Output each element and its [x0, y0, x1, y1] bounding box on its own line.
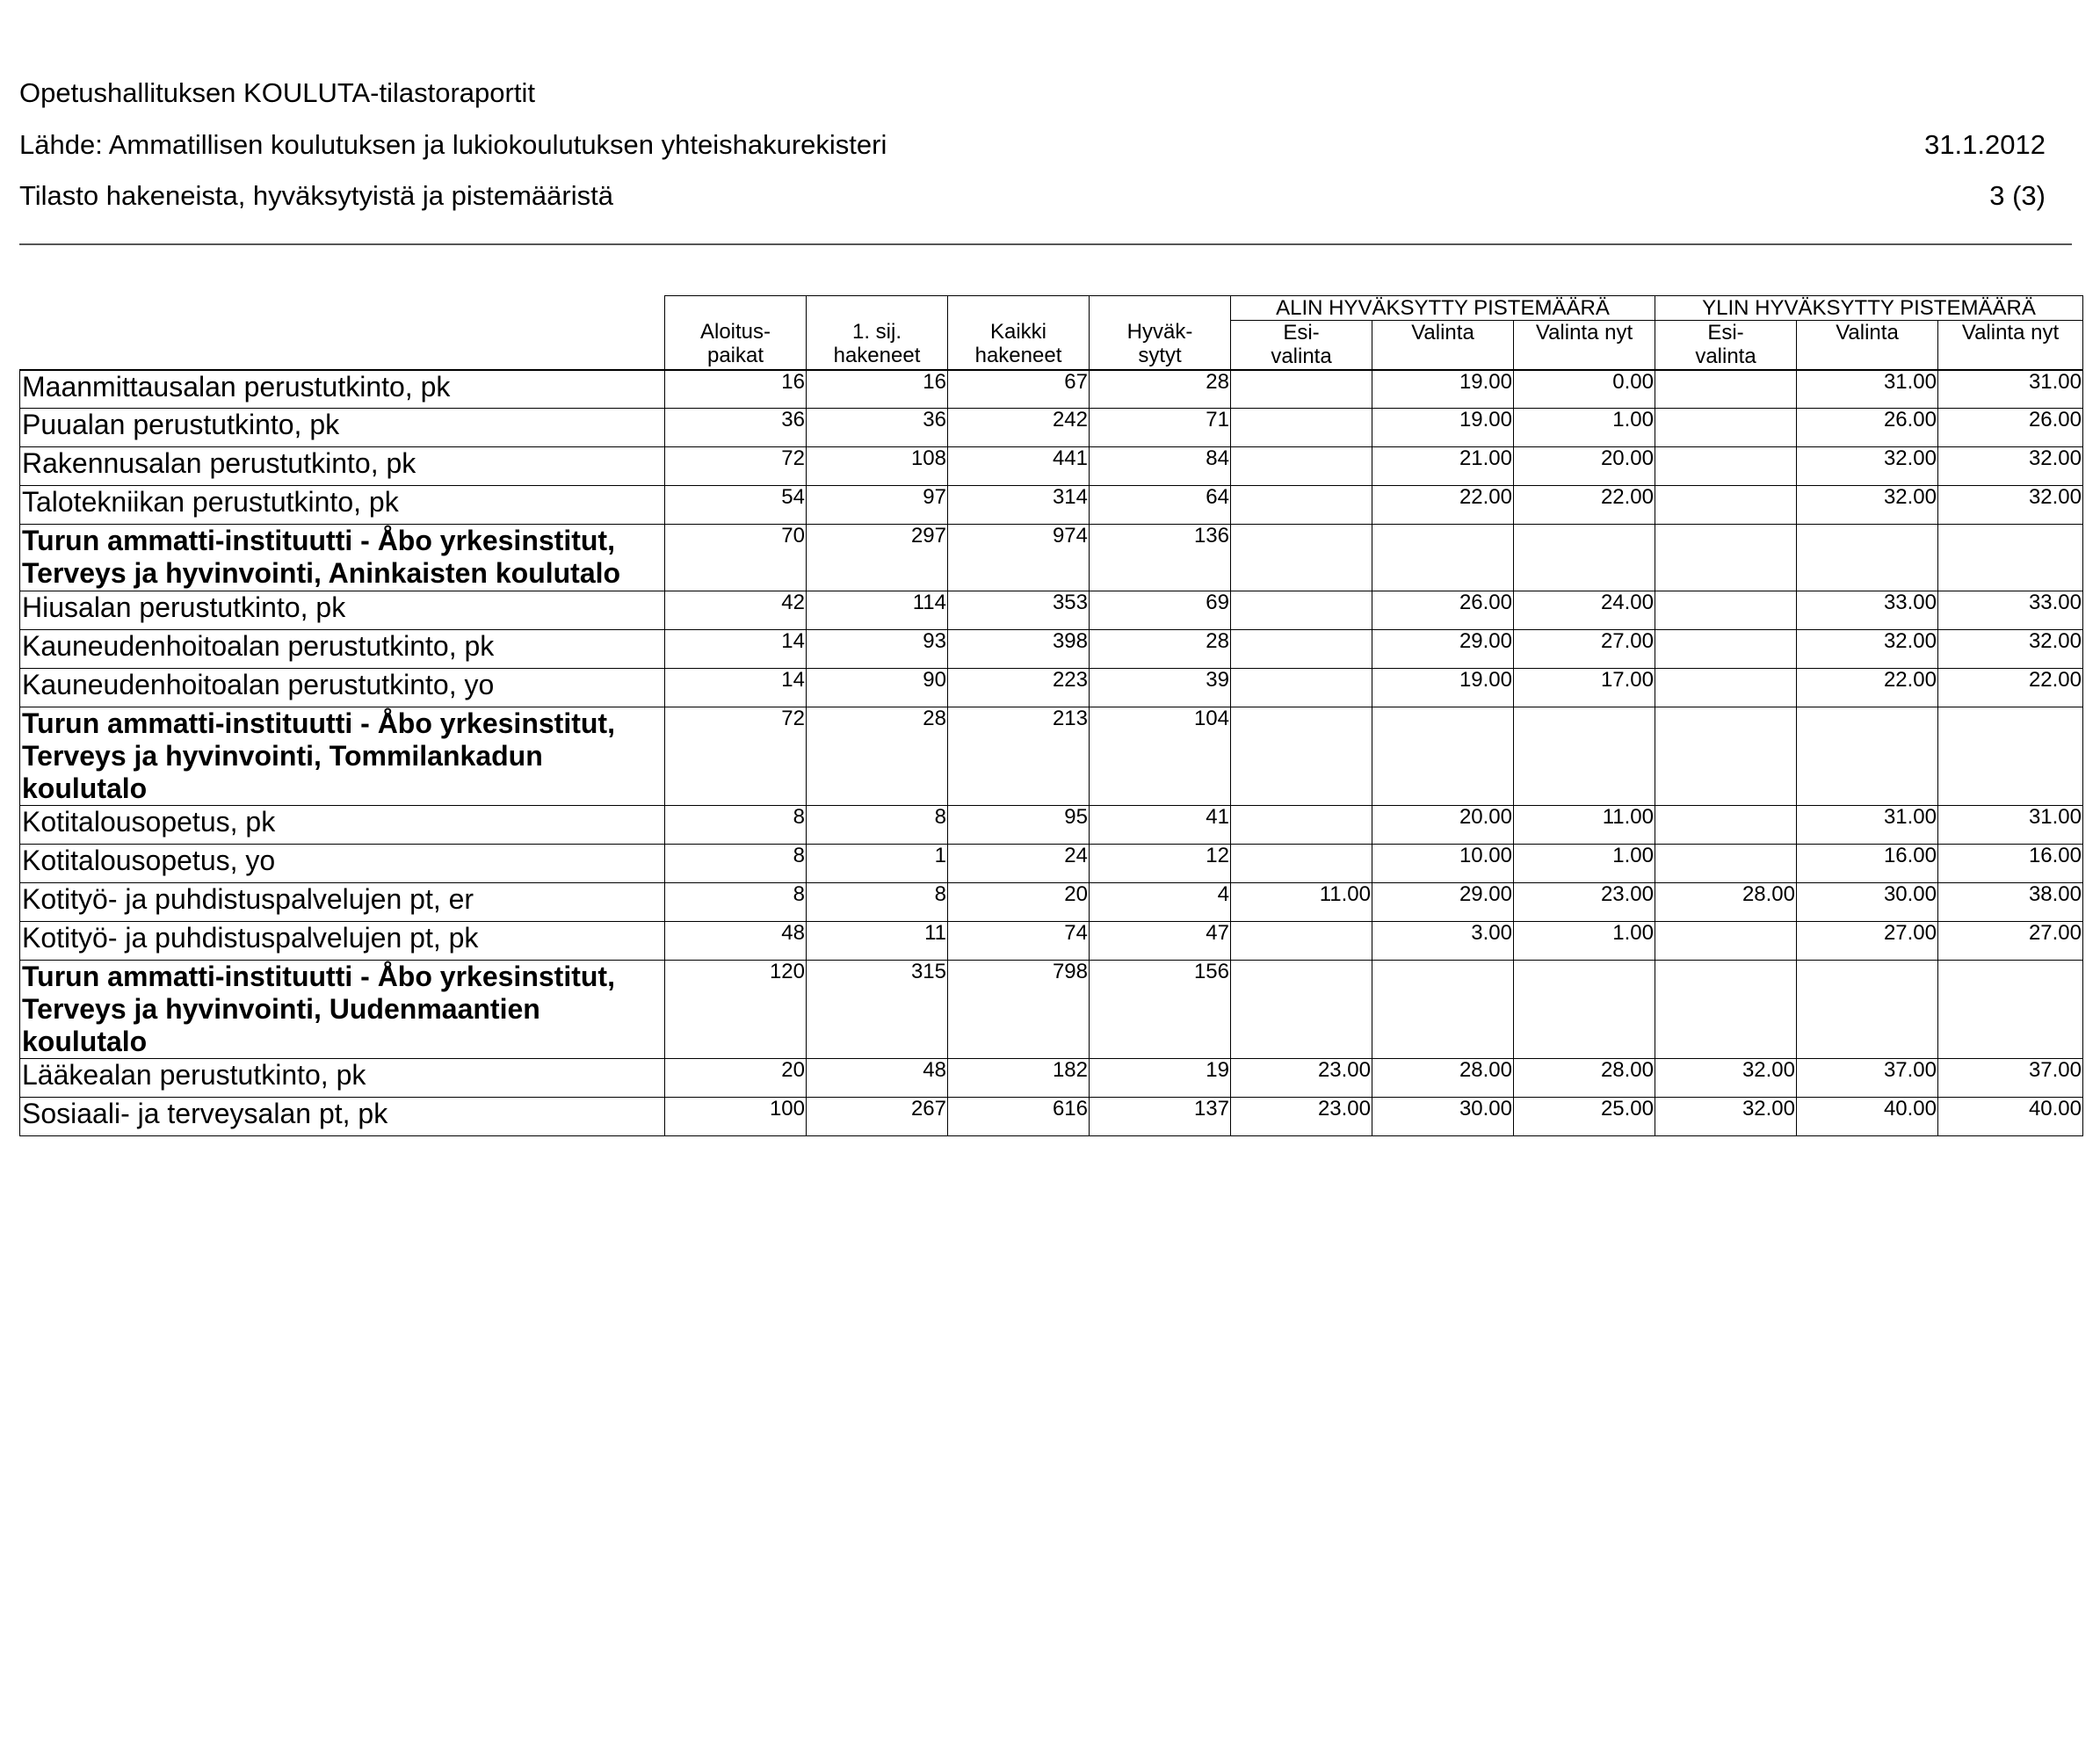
cell-alin-valinta: 29.00 [1372, 883, 1514, 922]
cell-alin-valinta-nyt [1514, 525, 1655, 591]
cell-kaikki-hakeneet: 798 [948, 961, 1090, 1059]
cell-ylin-valinta-nyt: 38.00 [1938, 883, 2083, 922]
cell-alin-valinta: 29.00 [1372, 630, 1514, 669]
cell-ylin-esivalinta: 32.00 [1655, 1059, 1797, 1098]
row-label: Talotekniikan perustutkinto, pk [20, 486, 665, 525]
cell-hyvaksytyt: 84 [1090, 447, 1231, 486]
cell-alin-esivalinta [1231, 707, 1372, 806]
cell-ylin-esivalinta [1655, 922, 1797, 961]
report-subtitle: Tilasto hakeneista, hyväksytyistä ja pistemääristä [19, 180, 613, 211]
page-number: 3 (3) [1989, 180, 2046, 211]
cell-alin-valinta [1372, 525, 1514, 591]
cell-1-sij-hakeneet: 8 [807, 806, 948, 845]
institution-row [20, 961, 2083, 1059]
cell-ylin-esivalinta: 32.00 [1655, 1098, 1797, 1136]
cell-ylin-valinta: 31.00 [1797, 806, 1938, 845]
cell-aloituspaikat: 120 [665, 961, 807, 1059]
cell-1-sij-hakeneet: 1 [807, 845, 948, 883]
row-label: Kauneudenhoitoalan perustutkinto, pk [20, 630, 665, 669]
group-header-ylin: YLIN HYVÄKSYTTY PISTEMÄÄRÄ [1655, 296, 2083, 321]
cell-kaikki-hakeneet: 223 [948, 669, 1090, 707]
cell-hyvaksytyt: 64 [1090, 486, 1231, 525]
cell-ylin-valinta: 37.00 [1797, 1059, 1938, 1098]
cell-ylin-valinta [1797, 525, 1938, 591]
cell-ylin-valinta: 32.00 [1797, 447, 1938, 486]
table-row [20, 883, 2083, 922]
cell-alin-valinta: 19.00 [1372, 370, 1514, 409]
report-date: 31.1.2012 [1924, 129, 2046, 160]
cell-kaikki-hakeneet: 95 [948, 806, 1090, 845]
header-divider [19, 243, 2072, 245]
cell-ylin-valinta [1797, 707, 1938, 806]
cell-ylin-valinta-nyt: 26.00 [1938, 409, 2083, 447]
row-label: Turun ammatti-instituutti - Åbo yrkesinstitut, Terveys ja hyvinvointi, Uudenmaantien koulutalo [20, 961, 665, 1059]
statistics-table [19, 295, 2083, 1136]
cell-alin-valinta: 21.00 [1372, 447, 1514, 486]
cell-ylin-valinta: 26.00 [1797, 409, 1938, 447]
cell-hyvaksytyt: 12 [1090, 845, 1231, 883]
cell-kaikki-hakeneet: 441 [948, 447, 1090, 486]
cell-1-sij-hakeneet: 114 [807, 591, 948, 630]
cell-ylin-valinta: 32.00 [1797, 630, 1938, 669]
cell-1-sij-hakeneet: 48 [807, 1059, 948, 1098]
cell-aloituspaikat: 54 [665, 486, 807, 525]
cell-alin-valinta-nyt: 24.00 [1514, 591, 1655, 630]
cell-hyvaksytyt: 137 [1090, 1098, 1231, 1136]
institution-row [20, 525, 2083, 591]
cell-alin-valinta: 22.00 [1372, 486, 1514, 525]
cell-1-sij-hakeneet: 8 [807, 883, 948, 922]
cell-alin-esivalinta [1231, 447, 1372, 486]
cell-ylin-esivalinta [1655, 806, 1797, 845]
cell-alin-esivalinta: 23.00 [1231, 1059, 1372, 1098]
cell-aloituspaikat: 8 [665, 845, 807, 883]
cell-kaikki-hakeneet: 616 [948, 1098, 1090, 1136]
cell-ylin-valinta: 32.00 [1797, 486, 1938, 525]
cell-hyvaksytyt: 47 [1090, 922, 1231, 961]
cell-ylin-valinta: 22.00 [1797, 669, 1938, 707]
col-header-ylin-valinta: Valinta [1797, 321, 1938, 370]
cell-1-sij-hakeneet: 93 [807, 630, 948, 669]
row-label: Maanmittausalan perustutkinto, pk [20, 370, 665, 409]
cell-alin-esivalinta: 23.00 [1231, 1098, 1372, 1136]
table-row [20, 845, 2083, 883]
cell-hyvaksytyt: 104 [1090, 707, 1231, 806]
table-row [20, 447, 2083, 486]
cell-aloituspaikat: 48 [665, 922, 807, 961]
cell-ylin-esivalinta [1655, 447, 1797, 486]
cell-alin-valinta: 30.00 [1372, 1098, 1514, 1136]
cell-kaikki-hakeneet: 974 [948, 525, 1090, 591]
table-row [20, 806, 2083, 845]
row-label: Kotityö- ja puhdistuspalvelujen pt, er [20, 883, 665, 922]
cell-ylin-valinta: 40.00 [1797, 1098, 1938, 1136]
cell-alin-valinta-nyt: 28.00 [1514, 1059, 1655, 1098]
row-label: Kauneudenhoitoalan perustutkinto, yo [20, 669, 665, 707]
cell-alin-valinta: 3.00 [1372, 922, 1514, 961]
col-header-ylin-esivalinta: Esi- valinta [1655, 321, 1797, 370]
cell-alin-valinta-nyt: 23.00 [1514, 883, 1655, 922]
table-row [20, 1059, 2083, 1098]
row-label: Kotitalousopetus, pk [20, 806, 665, 845]
cell-alin-esivalinta [1231, 961, 1372, 1059]
cell-alin-valinta-nyt: 22.00 [1514, 486, 1655, 525]
cell-hyvaksytyt: 28 [1090, 630, 1231, 669]
cell-1-sij-hakeneet: 108 [807, 447, 948, 486]
cell-1-sij-hakeneet: 11 [807, 922, 948, 961]
cell-alin-valinta [1372, 707, 1514, 806]
cell-1-sij-hakeneet: 16 [807, 370, 948, 409]
cell-kaikki-hakeneet: 398 [948, 630, 1090, 669]
cell-ylin-valinta [1797, 961, 1938, 1059]
report-series-title: Opetushallituksen KOULUTA-tilastoraportit [19, 77, 535, 108]
cell-aloituspaikat: 72 [665, 447, 807, 486]
cell-kaikki-hakeneet: 20 [948, 883, 1090, 922]
cell-hyvaksytyt: 156 [1090, 961, 1231, 1059]
cell-alin-esivalinta [1231, 806, 1372, 845]
row-label: Kotityö- ja puhdistuspalvelujen pt, pk [20, 922, 665, 961]
row-label: Sosiaali- ja terveysalan pt, pk [20, 1098, 665, 1136]
cell-kaikki-hakeneet: 182 [948, 1059, 1090, 1098]
cell-1-sij-hakeneet: 28 [807, 707, 948, 806]
cell-ylin-esivalinta [1655, 845, 1797, 883]
cell-ylin-valinta-nyt [1938, 707, 2083, 806]
cell-alin-valinta-nyt [1514, 961, 1655, 1059]
cell-alin-valinta-nyt: 1.00 [1514, 922, 1655, 961]
cell-ylin-valinta: 30.00 [1797, 883, 1938, 922]
cell-alin-valinta-nyt: 1.00 [1514, 409, 1655, 447]
cell-hyvaksytyt: 41 [1090, 806, 1231, 845]
cell-alin-valinta: 10.00 [1372, 845, 1514, 883]
cell-hyvaksytyt: 69 [1090, 591, 1231, 630]
row-label: Puualan perustutkinto, pk [20, 409, 665, 447]
table-row [20, 1098, 2083, 1136]
cell-alin-valinta-nyt: 0.00 [1514, 370, 1655, 409]
cell-1-sij-hakeneet: 97 [807, 486, 948, 525]
cell-aloituspaikat: 36 [665, 409, 807, 447]
table-header [20, 296, 2083, 370]
cell-aloituspaikat: 8 [665, 883, 807, 922]
cell-alin-valinta [1372, 961, 1514, 1059]
cell-aloituspaikat: 70 [665, 525, 807, 591]
col-header-1-sij-hakeneet: 1. sij. hakeneet [807, 296, 948, 370]
cell-aloituspaikat: 16 [665, 370, 807, 409]
cell-ylin-valinta-nyt: 16.00 [1938, 845, 2083, 883]
cell-kaikki-hakeneet: 213 [948, 707, 1090, 806]
cell-ylin-esivalinta: 28.00 [1655, 883, 1797, 922]
table-row [20, 922, 2083, 961]
cell-alin-esivalinta [1231, 409, 1372, 447]
col-header-aloituspaikat: Aloitus- paikat [665, 296, 807, 370]
col-header-hyvaksytyt: Hyväk- sytyt [1090, 296, 1231, 370]
cell-alin-esivalinta [1231, 591, 1372, 630]
cell-aloituspaikat: 8 [665, 806, 807, 845]
cell-aloituspaikat: 20 [665, 1059, 807, 1098]
cell-alin-valinta-nyt: 11.00 [1514, 806, 1655, 845]
cell-alin-valinta: 28.00 [1372, 1059, 1514, 1098]
cell-alin-esivalinta [1231, 525, 1372, 591]
cell-ylin-valinta-nyt: 31.00 [1938, 806, 2083, 845]
table-body [20, 370, 2083, 1136]
cell-ylin-esivalinta [1655, 630, 1797, 669]
row-label: Lääkealan perustutkinto, pk [20, 1059, 665, 1098]
table-row [20, 669, 2083, 707]
cell-aloituspaikat: 14 [665, 630, 807, 669]
cell-alin-valinta-nyt: 27.00 [1514, 630, 1655, 669]
cell-alin-esivalinta [1231, 845, 1372, 883]
col-header-alin-valinta-nyt: Valinta nyt [1514, 321, 1655, 370]
col-header-alin-valinta: Valinta [1372, 321, 1514, 370]
cell-kaikki-hakeneet: 24 [948, 845, 1090, 883]
institution-row [20, 707, 2083, 806]
cell-1-sij-hakeneet: 267 [807, 1098, 948, 1136]
row-label: Rakennusalan perustutkinto, pk [20, 447, 665, 486]
cell-kaikki-hakeneet: 67 [948, 370, 1090, 409]
cell-hyvaksytyt: 39 [1090, 669, 1231, 707]
cell-ylin-valinta: 31.00 [1797, 370, 1938, 409]
row-label: Hiusalan perustutkinto, pk [20, 591, 665, 630]
cell-kaikki-hakeneet: 74 [948, 922, 1090, 961]
cell-ylin-esivalinta [1655, 591, 1797, 630]
cell-aloituspaikat: 42 [665, 591, 807, 630]
cell-ylin-valinta: 16.00 [1797, 845, 1938, 883]
cell-ylin-valinta-nyt: 31.00 [1938, 370, 2083, 409]
cell-ylin-valinta-nyt: 27.00 [1938, 922, 2083, 961]
cell-alin-esivalinta: 11.00 [1231, 883, 1372, 922]
row-label: Turun ammatti-instituutti - Åbo yrkesinstitut, Terveys ja hyvinvointi, Aninkaisten koulutalo [20, 525, 665, 591]
cell-alin-valinta: 26.00 [1372, 591, 1514, 630]
col-header-ylin-valinta-nyt: Valinta nyt [1938, 321, 2083, 370]
cell-alin-esivalinta [1231, 370, 1372, 409]
col-header-alin-esivalinta: Esi- valinta [1231, 321, 1372, 370]
cell-ylin-esivalinta [1655, 961, 1797, 1059]
table-row [20, 370, 2083, 409]
cell-ylin-valinta-nyt: 32.00 [1938, 447, 2083, 486]
cell-ylin-valinta-nyt [1938, 525, 2083, 591]
cell-kaikki-hakeneet: 242 [948, 409, 1090, 447]
cell-1-sij-hakeneet: 315 [807, 961, 948, 1059]
row-label: Turun ammatti-instituutti - Åbo yrkesinstitut, Terveys ja hyvinvointi, Tommilankadun koulutalo [20, 707, 665, 806]
cell-ylin-valinta: 27.00 [1797, 922, 1938, 961]
cell-alin-valinta-nyt: 25.00 [1514, 1098, 1655, 1136]
cell-alin-valinta: 20.00 [1372, 806, 1514, 845]
cell-alin-valinta: 19.00 [1372, 669, 1514, 707]
cell-alin-valinta-nyt: 20.00 [1514, 447, 1655, 486]
col-header-kaikki-hakeneet: Kaikki hakeneet [948, 296, 1090, 370]
cell-ylin-esivalinta [1655, 370, 1797, 409]
cell-ylin-valinta-nyt: 32.00 [1938, 630, 2083, 669]
table-row [20, 630, 2083, 669]
cell-alin-esivalinta [1231, 630, 1372, 669]
cell-1-sij-hakeneet: 90 [807, 669, 948, 707]
cell-kaikki-hakeneet: 314 [948, 486, 1090, 525]
cell-alin-valinta-nyt [1514, 707, 1655, 806]
cell-alin-valinta-nyt: 17.00 [1514, 669, 1655, 707]
cell-ylin-esivalinta [1655, 409, 1797, 447]
cell-alin-esivalinta [1231, 922, 1372, 961]
cell-ylin-valinta: 33.00 [1797, 591, 1938, 630]
source-line: Lähde: Ammatillisen koulutuksen ja lukiokoulutuksen yhteishakurekisteri [19, 129, 887, 160]
cell-ylin-valinta-nyt [1938, 961, 2083, 1059]
cell-ylin-valinta-nyt: 40.00 [1938, 1098, 2083, 1136]
cell-hyvaksytyt: 19 [1090, 1059, 1231, 1098]
table-row [20, 409, 2083, 447]
cell-1-sij-hakeneet: 36 [807, 409, 948, 447]
cell-ylin-esivalinta [1655, 486, 1797, 525]
cell-ylin-valinta-nyt: 32.00 [1938, 486, 2083, 525]
row-label: Kotitalousopetus, yo [20, 845, 665, 883]
cell-ylin-valinta-nyt: 33.00 [1938, 591, 2083, 630]
cell-1-sij-hakeneet: 297 [807, 525, 948, 591]
cell-ylin-esivalinta [1655, 525, 1797, 591]
cell-hyvaksytyt: 28 [1090, 370, 1231, 409]
cell-hyvaksytyt: 4 [1090, 883, 1231, 922]
table-row [20, 486, 2083, 525]
cell-alin-esivalinta [1231, 486, 1372, 525]
cell-hyvaksytyt: 136 [1090, 525, 1231, 591]
cell-hyvaksytyt: 71 [1090, 409, 1231, 447]
cell-aloituspaikat: 100 [665, 1098, 807, 1136]
cell-alin-esivalinta [1231, 669, 1372, 707]
cell-kaikki-hakeneet: 353 [948, 591, 1090, 630]
cell-ylin-valinta-nyt: 37.00 [1938, 1059, 2083, 1098]
cell-aloituspaikat: 72 [665, 707, 807, 806]
cell-aloituspaikat: 14 [665, 669, 807, 707]
cell-alin-valinta: 19.00 [1372, 409, 1514, 447]
cell-ylin-esivalinta [1655, 707, 1797, 806]
group-header-alin: ALIN HYVÄKSYTTY PISTEMÄÄRÄ [1231, 296, 1655, 321]
cell-alin-valinta-nyt: 1.00 [1514, 845, 1655, 883]
table-row [20, 591, 2083, 630]
cell-ylin-esivalinta [1655, 669, 1797, 707]
cell-ylin-valinta-nyt: 22.00 [1938, 669, 2083, 707]
